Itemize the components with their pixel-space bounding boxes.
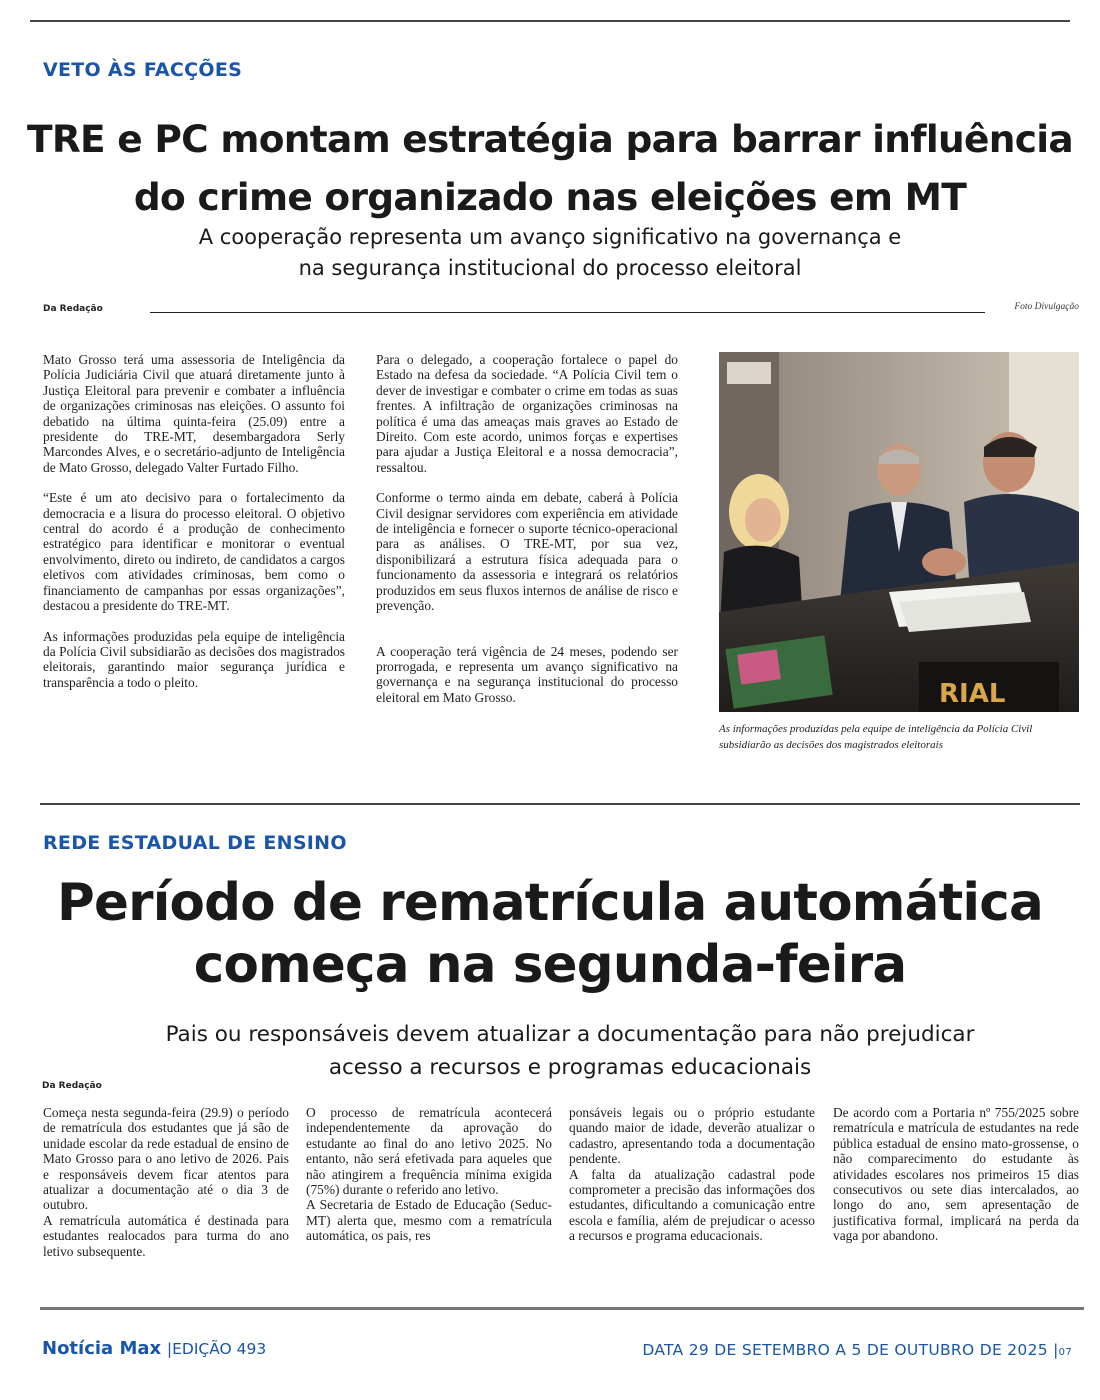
article2-kicker: REDE ESTADUAL DE ENSINO	[43, 832, 347, 854]
article2-headline-line-1: Período de rematrícula automática	[57, 873, 1043, 933]
publication-name: Notícia Max	[42, 1338, 162, 1359]
meeting-photo	[719, 352, 1079, 712]
footer-rule	[40, 1307, 1084, 1310]
edition-date: DATA 29 DE SETEMBRO A 5 DE OUTUBRO DE 2025 |	[642, 1341, 1059, 1359]
article2-col1-paragraph: A rematrícula automática é destinada para estudantes realocados para turma do ano letivo subsequente.	[43, 1212, 289, 1259]
article2-subtitle-line-1: Pais ou responsáveis devem atualizar a documentação para não prejudicar	[165, 1022, 975, 1047]
article1-byline-rule	[150, 312, 985, 313]
article2-column-1	[43, 1105, 289, 1259]
article2-col1-paragraph: Começa nesta segunda-feira (29.9) o período de rematrícula dos estudantes que já são de unidade escolar da rede estadual de ensino de Mato Grosso para o ano letivo de 2026. Pais e responsáveis devem ficar atentos para atualizar a documentação até o dia 3 de outubro.	[43, 1105, 289, 1213]
article1-subtitle-line-2: na segurança institucional do processo eleitoral	[298, 256, 802, 280]
article1-col1-paragraph: Mato Grosso terá uma assessoria de Inteligência da Polícia Judiciária Civil que atuará diretamente junto à Justiça Eleitoral para prevenir e combater a influência de organizações criminosas nas eleições. O assunto foi debatido na última quinta-feira (25.09) entre a presidente do TRE-MT, desembargadora Serly Marcondes Alves, e o secretário-adjunto de Inteligência de Mato Grosso, delegado Valter Furtado Filho.	[43, 352, 345, 475]
article1-byline: Da Redação	[43, 304, 103, 314]
article1-col2-paragraph: A cooperação terá vigência de 24 meses, podendo ser prorrogada, e representa um avanço significativo na governança e na segurança institucional do processo eleitoral em Mato Grosso.	[376, 643, 678, 705]
article2-headline	[0, 872, 1100, 996]
article2-subtitle	[20, 1018, 1100, 1084]
article2-column-2	[306, 1105, 552, 1244]
article1-subtitle	[0, 222, 1100, 284]
photo-caption: As informações produzidas pela equipe de inteligência da Polícia Civil subsidiarão as decisões dos magistrados eleitorais	[719, 723, 1033, 751]
page-number: 07	[1058, 1347, 1072, 1358]
article1-col1-paragraph: “Este é um ato decisivo para o fortalecimento da democracia e a lisura do processo eleitoral. O objetivo central do acordo é a produção de conhecimento estratégico para identificar e monitorar o eventual envolvimento, direto ou indireto, de candidatos a cargos eletivos com atividades criminosas, bem como o financiamento de campanhas por essas organizações”, destacou a presidente do TRE-MT.	[43, 490, 345, 614]
article-separator-rule	[40, 803, 1080, 805]
article2-byline: Da Redação	[42, 1081, 102, 1091]
article1-column-1	[43, 352, 345, 705]
footer-date	[642, 1341, 1072, 1359]
article2-col2-paragraph: A Secretaria de Estado de Educação (Seduc-MT) alerta que, mesmo com a rematrícula automática, os pais, res	[306, 1197, 552, 1244]
article1-column-2	[376, 352, 678, 720]
article1-headline-line-1: TRE e PC montam estratégia para barrar influência	[26, 117, 1074, 161]
article2-col3-paragraph: ponsáveis legais ou o próprio estudante quando maior de idade, deverão atualizar o cadastro, apresentando toda a documentação pendente.	[569, 1105, 815, 1167]
photo-credit: Foto Divulgação	[1014, 302, 1079, 312]
article1-kicker: VETO ÀS FACÇÕES	[43, 59, 243, 81]
article1-headline	[0, 110, 1100, 226]
article2-col3-paragraph: A falta da atualização cadastral pode comprometer a precisão das informações dos estudantes, dificultando a comunicação entre escola e família, além de prejudicar o acesso a recursos e programa educacionais.	[569, 1166, 815, 1244]
article2-subtitle-line-2: acesso a recursos e programas educacionais	[328, 1055, 812, 1080]
footer-brand	[42, 1338, 266, 1359]
edition-number: |EDIÇÃO 493	[166, 1340, 267, 1358]
top-rule	[30, 20, 1070, 22]
article2-headline-line-2: começa na segunda-feira	[193, 935, 907, 995]
article1-col2-paragraph: Conforme o termo ainda em debate, caberá à Polícia Civil designar servidores com experiência em atividade de inteligência e fornecer o suporte técnico-operacional para as análises. O TRE-MT, por sua vez, disponibilizará a estrutura física adequada para o funcionamento da assessoria e integrará os relatórios produzidos em seus fluxos internos de análise de risco e prevenção.	[376, 490, 678, 614]
article2-column-4	[833, 1105, 1079, 1244]
article1-subtitle-line-1: A cooperação representa um avanço significativo na governança e	[198, 225, 902, 249]
article2-col2-paragraph: O processo de rematrícula acontecerá independentemente da aprovação do estudante ao final do ano letivo 2025. No entanto, não será efetivada para aqueles que não atingirem a frequência mínima exigida (75%) durante o referido ano letivo.	[306, 1105, 552, 1198]
photo-graphic-text: RIAL	[939, 679, 1006, 709]
article1-col1-paragraph: As informações produzidas pela equipe de inteligência da Polícia Civil subsidiarão as decisões dos magistrados eleitorais, garantindo maior segurança jurídica e transparência a todo o pleito.	[43, 628, 345, 690]
article2-column-3	[569, 1105, 815, 1244]
meeting-photo-illustration	[719, 352, 1079, 712]
article2-col4-paragraph: De acordo com a Portaria nº 755/2025 sobre rematrícula e matrícula de estudantes na rede pública estadual de ensino mato-grossense, o não comparecimento do estudante às atividades escolares nos primeiros 15 dias consecutivos ou sete dias intercalados, ao longo do ano, sem apresentação de justificativa formal, implicará na perda da vaga por abandono.	[833, 1105, 1079, 1244]
article1-col2-paragraph: Para o delegado, a cooperação fortalece o papel do Estado na defesa da sociedade. “A Polícia Civil tem o dever de investigar e combater o crime em todas as suas frentes. A infiltração de organizações criminosas na política é uma das ameaças mais graves ao Estado de Direito. Com este acordo, unimos forças e expertises para ajudar a Justiça Eleitoral e a nossa democracia”, ressaltou.	[376, 352, 678, 475]
article1-headline-line-2: do crime organizado nas eleições em MT	[133, 175, 967, 219]
